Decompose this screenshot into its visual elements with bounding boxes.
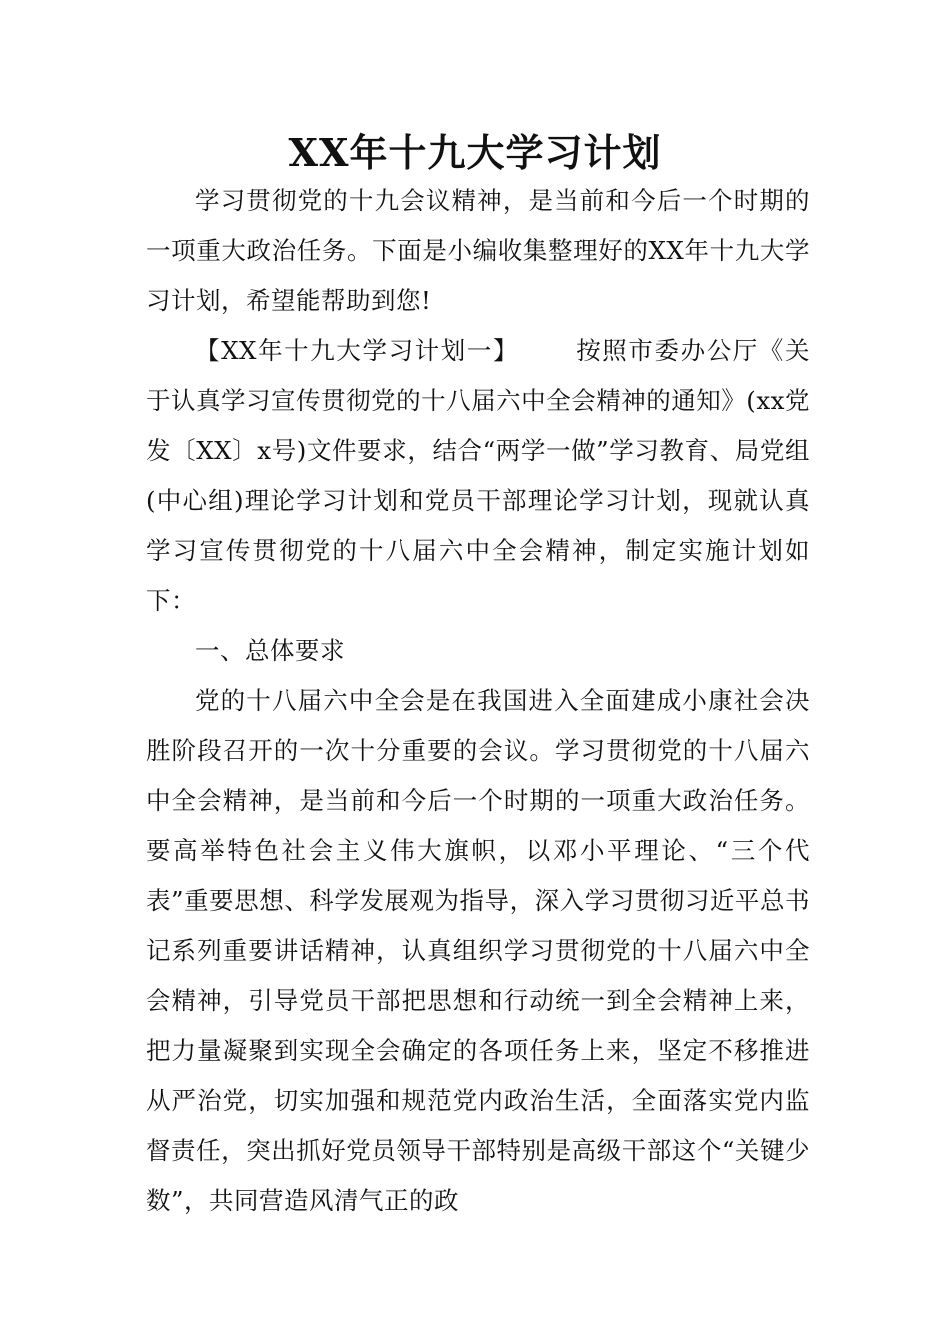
- plan-one-paragraph: [146, 326, 810, 626]
- section-label: 【XX年十九大学习计划一】: [195, 336, 520, 365]
- intro-paragraph: 学习贯彻党的十九会议精神，是当前和今后一个时期的一项重大政治任务。下面是小编收集整理好的XX年十九大学习计划，希望能帮助到您!: [146, 186, 810, 315]
- document-body: [146, 176, 810, 1226]
- plan-one-text: 按照市委办公厅《关于认真学习宣传贯彻党的十八届六中全会精神的通知》(xx党发〔XX〕x号)文件要求，结合“两学一做”学习教育、局党组(中心组)理论学习计划和党员干部理论学习计划，现就认真学习宣传贯彻党的十八届六中全会精神，制定实施计划如下：: [146, 336, 810, 615]
- section-heading: 一、总体要求: [195, 636, 345, 665]
- requirements-paragraph: 党的十八届六中全会是在我国进入全面建成小康社会决胜阶段召开的一次十分重要的会议。学习贯彻党的十八届六中全会精神，是当前和今后一个时期的一项重大政治任务。要高举特色社会主义伟大旗帜，以邓小平理论、“三个代表”重要思想、科学发展观为指导，深入学习贯彻习近平总书记系列重要讲话精神，认真组织学习贯彻党的十八届六中全会精神，引导党员干部把思想和行动统一到全会精神上来，把力量凝聚到实现全会确定的各项任务上来，坚定不移推进从严治党，切实加强和规范党内政治生活，全面落实党内监督责任，突出抓好党员领导干部特别是高级干部这个“关键少数”，共同营造风清气正的政: [146, 686, 810, 1215]
- document-title: XX年十九大学习计划: [288, 130, 662, 175]
